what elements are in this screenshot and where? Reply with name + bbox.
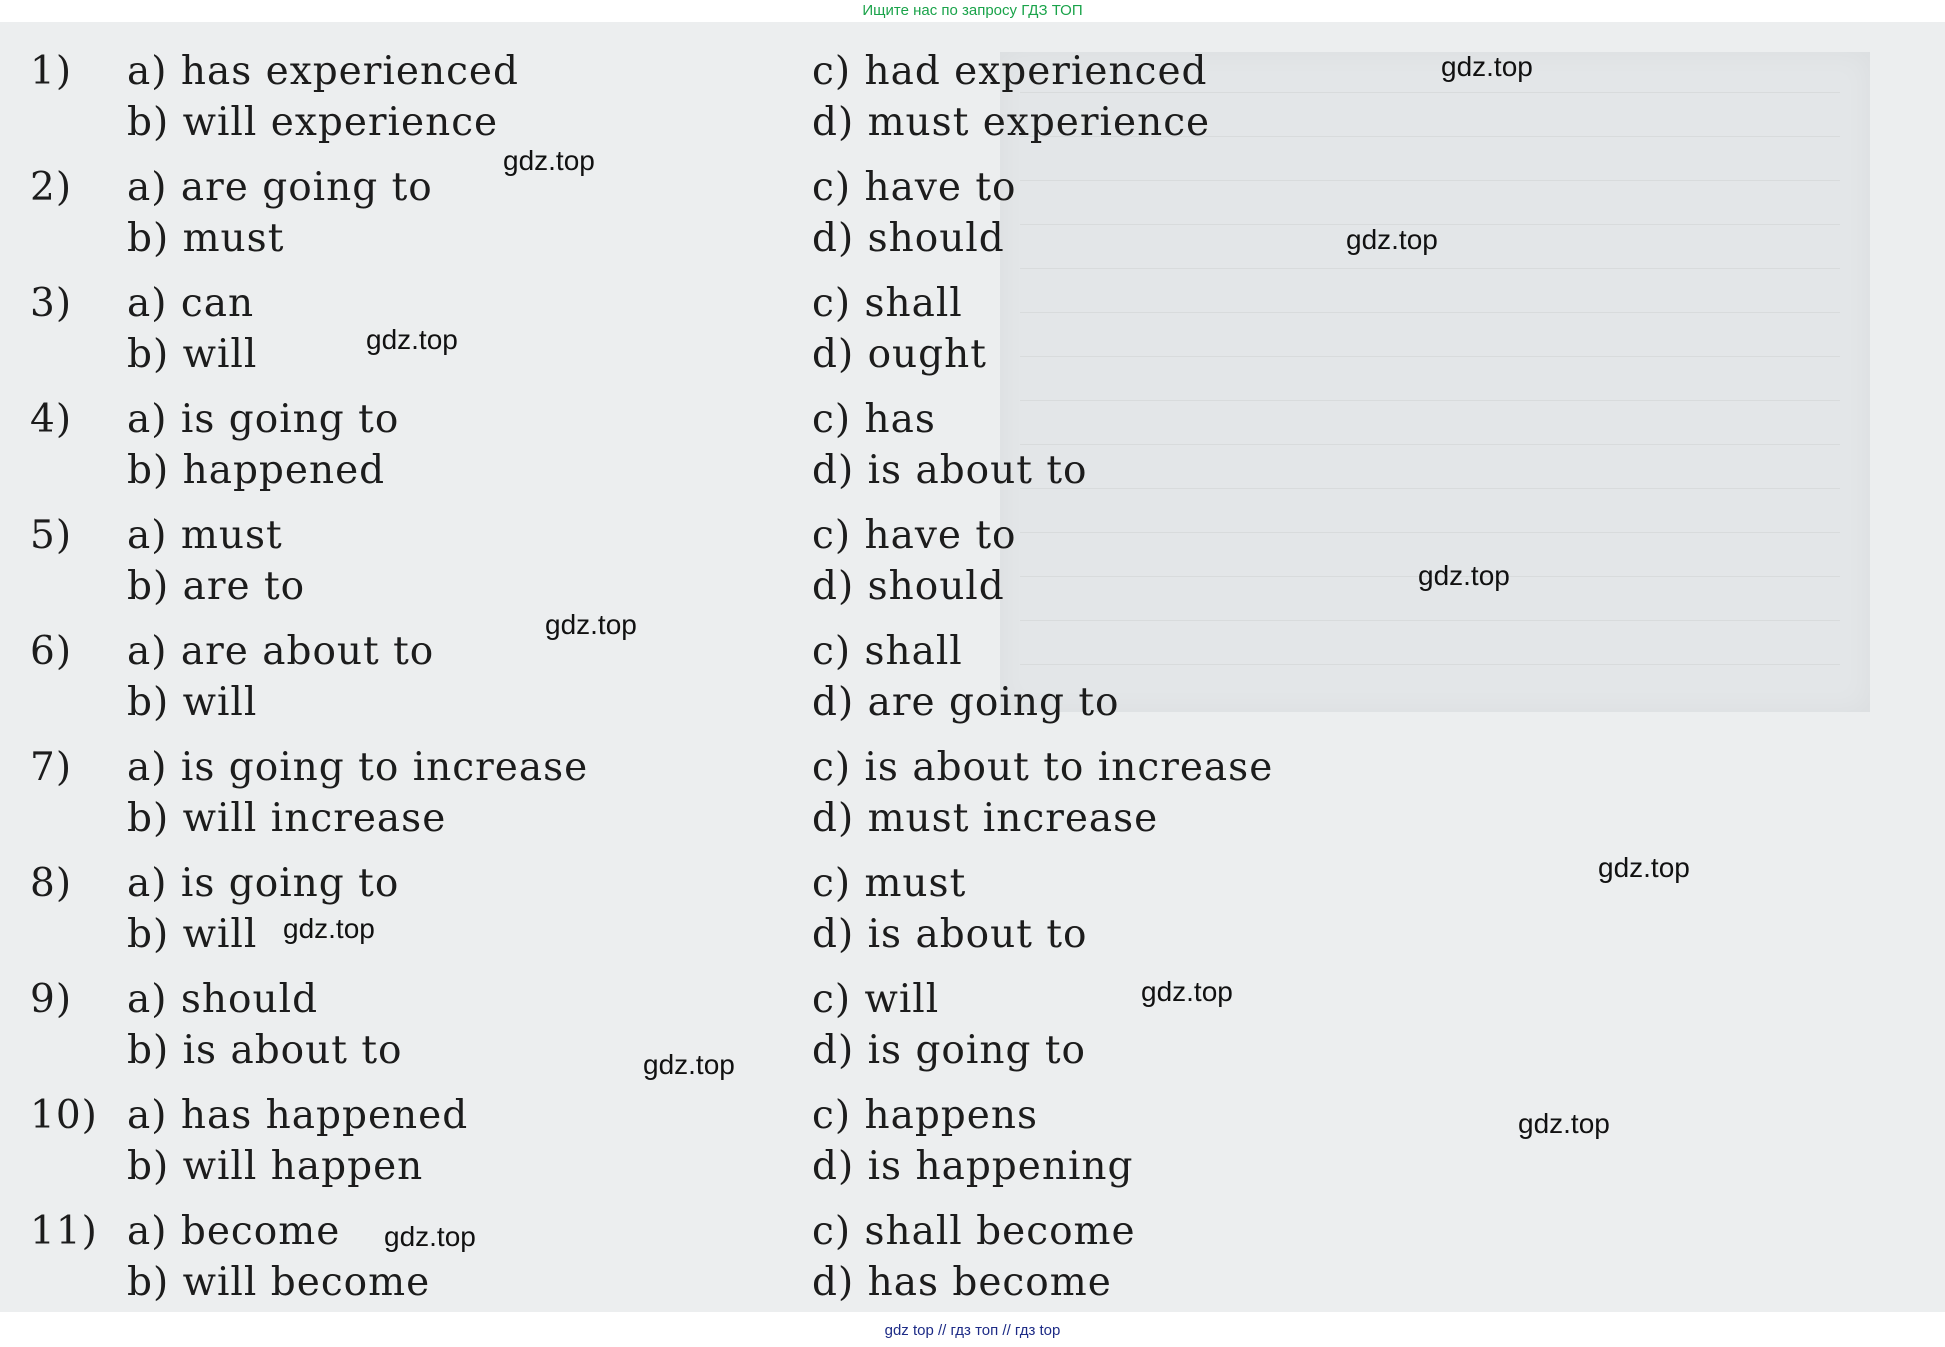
option-d: d) should: [812, 216, 1005, 261]
option-c: c) is about to increase: [812, 745, 1274, 790]
show-through-line: [1020, 664, 1840, 665]
show-through-line: [1020, 356, 1840, 357]
option-a: a) should: [127, 977, 319, 1022]
question-number: 8): [30, 861, 73, 906]
option-a: a) has experienced: [127, 49, 519, 94]
question-number: 4): [30, 397, 73, 442]
option-d: d) is about to: [812, 448, 1088, 493]
option-c: c) has: [812, 397, 936, 442]
question-number: 7): [30, 745, 73, 790]
option-b: b) is about to: [127, 1028, 403, 1073]
option-d: d) has become: [812, 1260, 1112, 1305]
option-a: a) is going to increase: [127, 745, 589, 790]
option-b: b) happened: [127, 448, 386, 493]
option-a: a) must: [127, 513, 283, 558]
option-d: d) is happening: [812, 1144, 1134, 1189]
watermark: gdz.top: [545, 609, 637, 640]
show-through-line: [1020, 312, 1840, 313]
option-c: c) will: [812, 977, 940, 1022]
show-through-line: [1020, 400, 1840, 401]
watermark: gdz.top: [366, 324, 458, 355]
option-b: b) will experience: [127, 100, 499, 145]
watermark: gdz.top: [643, 1049, 735, 1080]
question-number: 5): [30, 513, 73, 558]
option-c: c) have to: [812, 513, 1017, 558]
option-c: c) had experienced: [812, 49, 1208, 94]
show-through-line: [1020, 268, 1840, 269]
option-b: b) will become: [127, 1260, 431, 1305]
option-a: a) can: [127, 281, 255, 326]
watermark: gdz.top: [283, 913, 375, 944]
option-d: d) must experience: [812, 100, 1211, 145]
show-through-line: [1020, 488, 1840, 489]
option-b: b) will happen: [127, 1144, 424, 1189]
option-b: b) must: [127, 216, 285, 261]
option-b: b) will: [127, 912, 258, 957]
option-a: a) has happened: [127, 1093, 469, 1138]
watermark: gdz.top: [384, 1221, 476, 1252]
watermark: gdz.top: [503, 145, 595, 176]
option-c: c) shall become: [812, 1209, 1136, 1254]
option-b: b) will: [127, 680, 258, 725]
show-through-line: [1020, 620, 1840, 621]
header-banner[interactable]: Ищите нас по запросу ГДЗ ТОП: [862, 2, 1083, 19]
option-a: a) is going to: [127, 861, 400, 906]
option-b: b) will increase: [127, 796, 447, 841]
option-c: c) shall: [812, 281, 963, 326]
question-number: 10): [30, 1093, 98, 1138]
option-a: a) are going to: [127, 165, 433, 210]
footer-banner[interactable]: gdz top // гдз топ // гдз top: [884, 1322, 1061, 1339]
option-a: a) become: [127, 1209, 341, 1254]
option-d: d) is about to: [812, 912, 1088, 957]
show-through-line: [1020, 532, 1840, 533]
watermark: gdz.top: [1418, 560, 1510, 591]
faded-background-panel: [1000, 52, 1870, 712]
watermark: gdz.top: [1141, 976, 1233, 1007]
question-number: 3): [30, 281, 73, 326]
option-a: a) is going to: [127, 397, 400, 442]
question-number: 6): [30, 629, 73, 674]
option-a: a) are about to: [127, 629, 435, 674]
watermark: gdz.top: [1598, 852, 1690, 883]
option-d: d) must increase: [812, 796, 1159, 841]
show-through-line: [1020, 444, 1840, 445]
option-c: c) must: [812, 861, 967, 906]
question-number: 9): [30, 977, 73, 1022]
question-number: 1): [30, 49, 73, 94]
option-d: d) should: [812, 564, 1005, 609]
question-number: 11): [30, 1209, 98, 1254]
option-c: c) have to: [812, 165, 1017, 210]
watermark: gdz.top: [1441, 51, 1533, 82]
option-d: d) ought: [812, 332, 987, 377]
option-d: d) is going to: [812, 1028, 1087, 1073]
watermark: gdz.top: [1518, 1108, 1610, 1139]
watermark: gdz.top: [1346, 224, 1438, 255]
question-number: 2): [30, 165, 73, 210]
option-c: c) happens: [812, 1093, 1038, 1138]
option-b: b) are to: [127, 564, 306, 609]
option-c: c) shall: [812, 629, 963, 674]
option-b: b) will: [127, 332, 258, 377]
show-through-line: [1020, 180, 1840, 181]
option-d: d) are going to: [812, 680, 1120, 725]
